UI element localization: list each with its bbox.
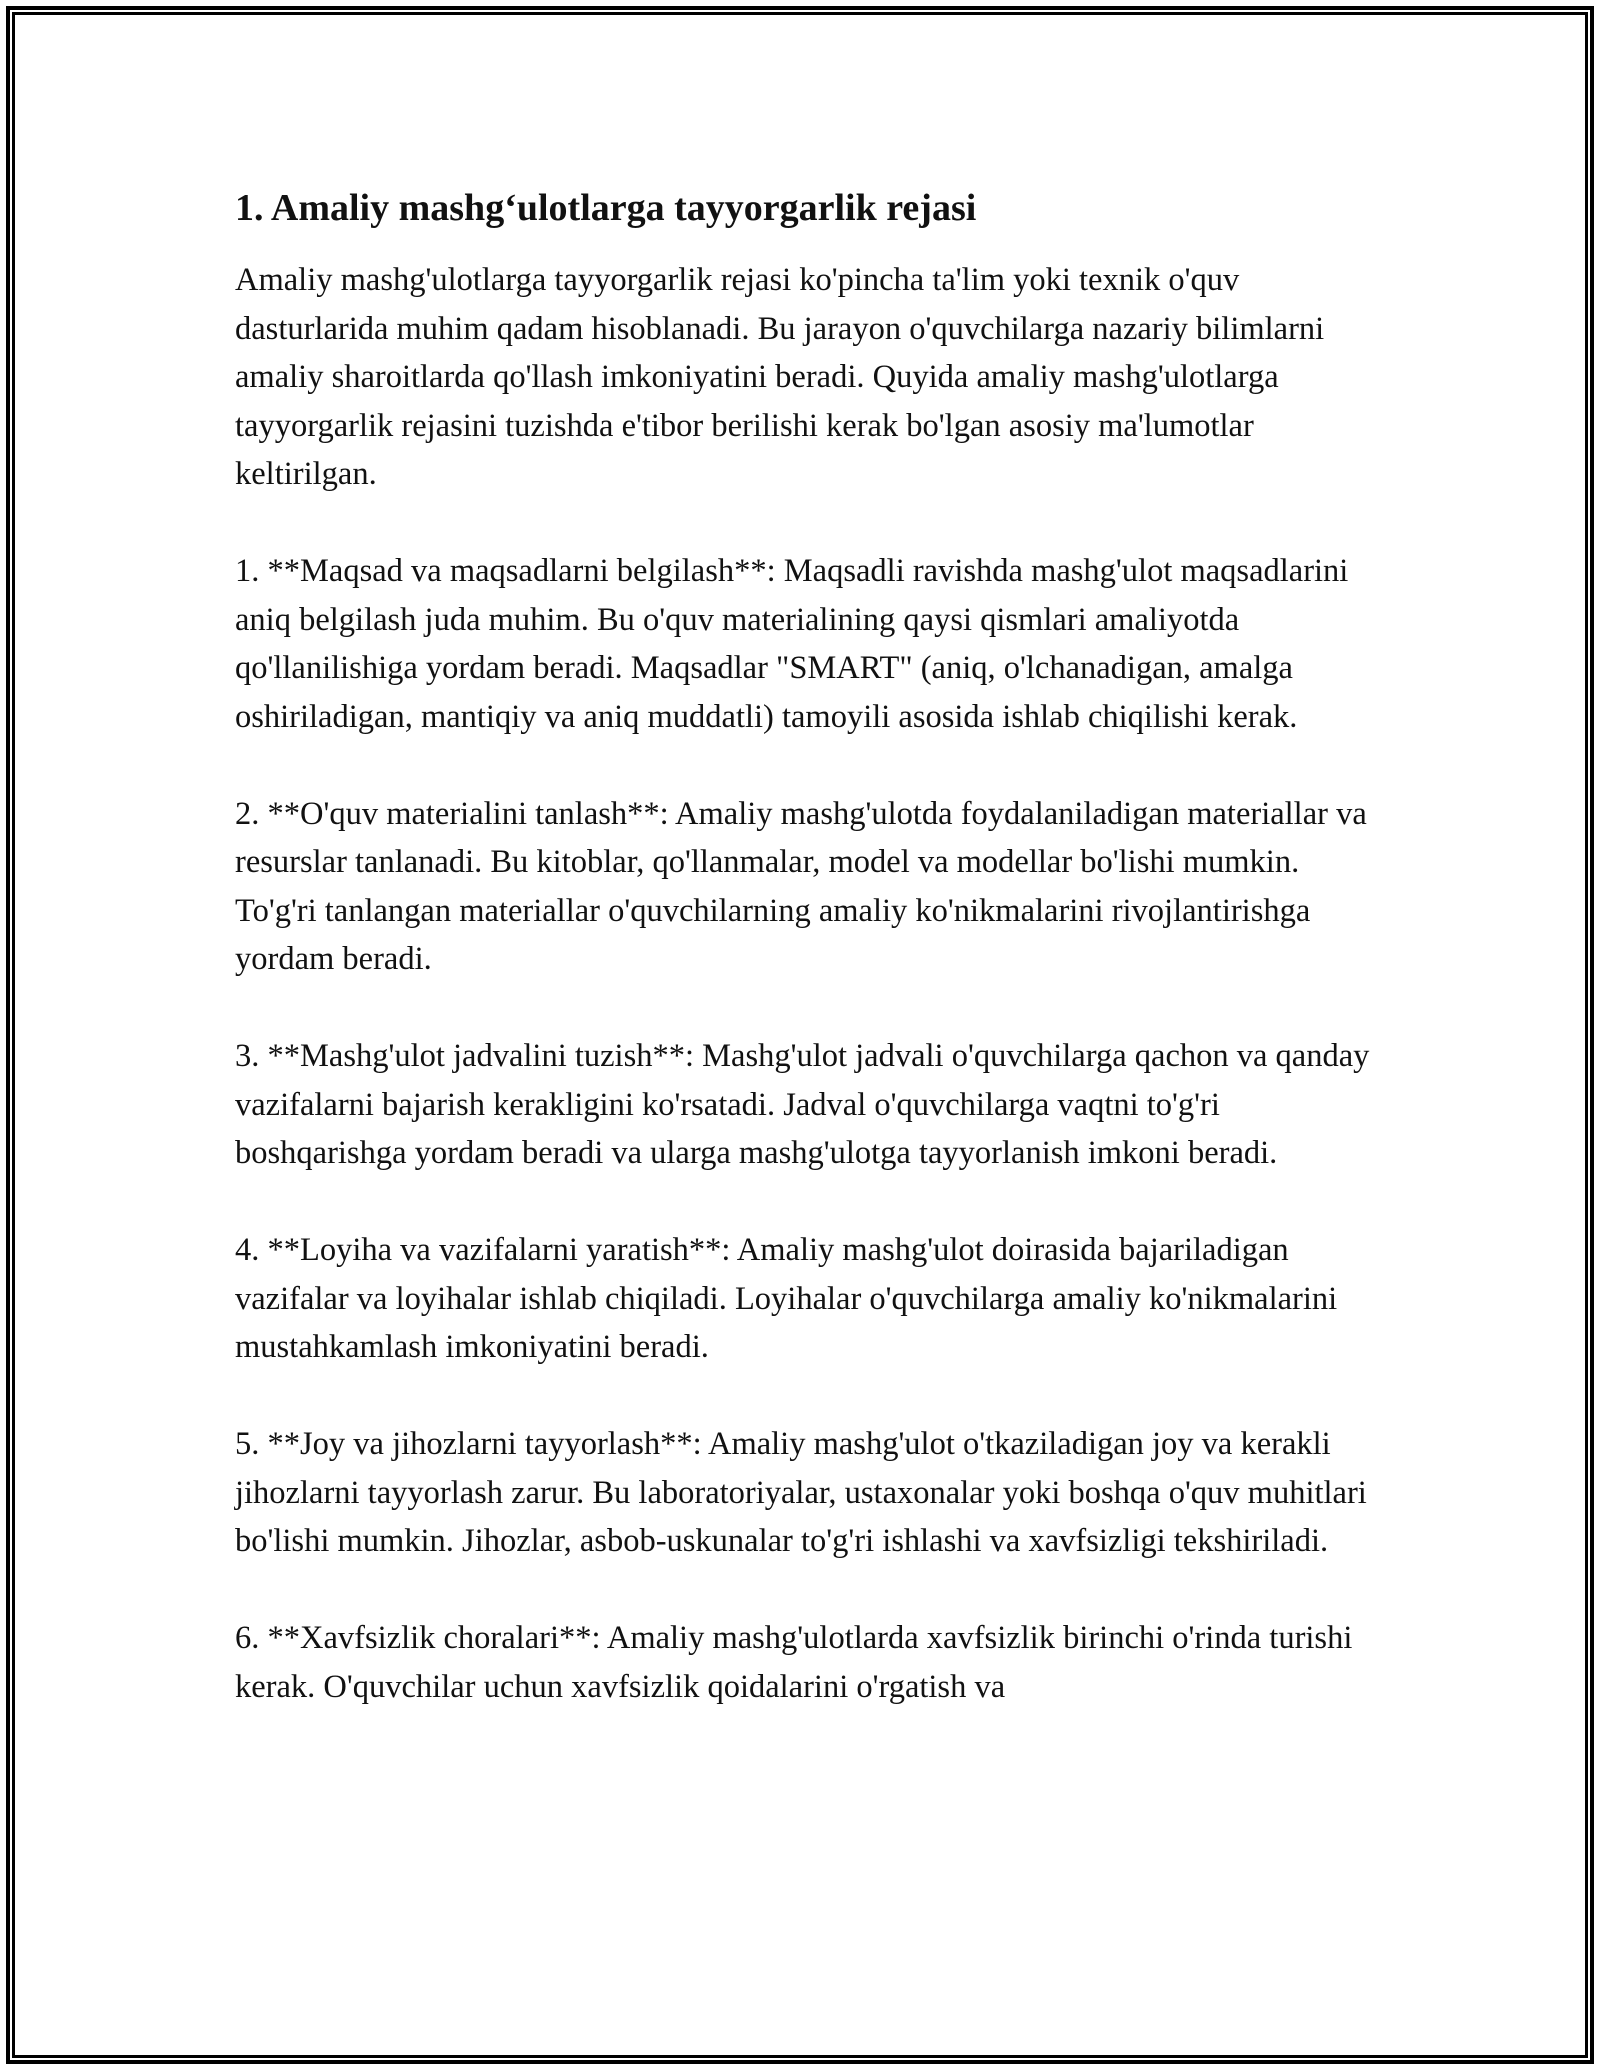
paragraph-item-1: 1. **Maqsad va maqsadlarni belgilash**: Maqsadli ravishda mashg'ulot maqsadlarini aniq belgilash juda muhim. Bu o'quv materialining qaysi qismlari amaliyotda qo'llanilishiga yordam beradi. Maqsadlar "SMART" (aniq, o'lchanadigan, amalga oshiriladigan, mantiqiy va aniq muddatli) tamoyili asosida ishlab chiqilishi kerak. xyxy=(235,553,1349,735)
paragraph-item-6: 6. **Xavfsizlik choralari**: Amaliy mashg'ulotlarda xavfsizlik birinchi o'rinda turishi kerak. O'quvchilar uchun xavfsizlik qoidalarini o'rgatish va xyxy=(235,1620,1353,1705)
paragraph-item-5: 5. **Joy va jihozlarni tayyorlash**: Amaliy mashg'ulot o'tkaziladigan joy va kerakli jihozlarni tayyorlash zarur. Bu laboratoriyalar, ustaxonalar yoki boshqa o'quv muhitlari bo'lishi mumkin. Jihozlar, asbob-uskunalar to'g'ri ishlashi va xavfsizligi tekshiriladi. xyxy=(235,1426,1367,1559)
intro-paragraph: Amaliy mashg'ulotlarga tayyorgarlik rejasi ko'pincha ta'lim yoki texnik o'quv dasturlarida muhim qadam hisoblanadi. Bu jarayon o'quvchilarga nazariy bilimlarni amaliy sharoitlarda qo'llash imkoniyatini beradi. Quyida amaliy mashg'ulotlarga tayyorgarlik rejasini tuzishda e'tibor berilishi kerak bo'lgan asosiy ma'lumotlar keltirilgan. xyxy=(235,262,1325,492)
page-title: 1. Amaliy mashg‘ulotlarga tayyorgarlik rejasi xyxy=(235,187,977,229)
document-body xyxy=(235,184,1385,1760)
paragraph-item-4: 4. **Loyiha va vazifalarni yaratish**: Amaliy mashg'ulot doirasida bajariladigan vazifalar va loyihalar ishlab chiqiladi. Loyihalar o'quvchilarga amaliy ko'nikmalarini mustahkamlash imkoniyatini beradi. xyxy=(235,1232,1338,1365)
paragraph-item-2: 2. **O'quv materialini tanlash**: Amaliy mashg'ulotda foydalaniladigan materiallar va resurslar tanlanadi. Bu kitoblar, qo'llanmalar, model va modellar bo'lishi mumkin. To'g'ri tanlangan materiallar o'quvchilarning amaliy ko'nikmalarini rivojlantirishga yordam beradi. xyxy=(235,795,1367,977)
paragraph-item-3: 3. **Mashg'ulot jadvalini tuzish**: Mashg'ulot jadvali o'quvchilarga qachon va qanday vazifalarni bajarish kerakligini ko'rsatadi. Jadval o'quvchilarga vaqtni to'g'ri boshqarishga yordam beradi va ularga mashg'ulotga tayyorlanish imkoni beradi. xyxy=(235,1038,1370,1171)
